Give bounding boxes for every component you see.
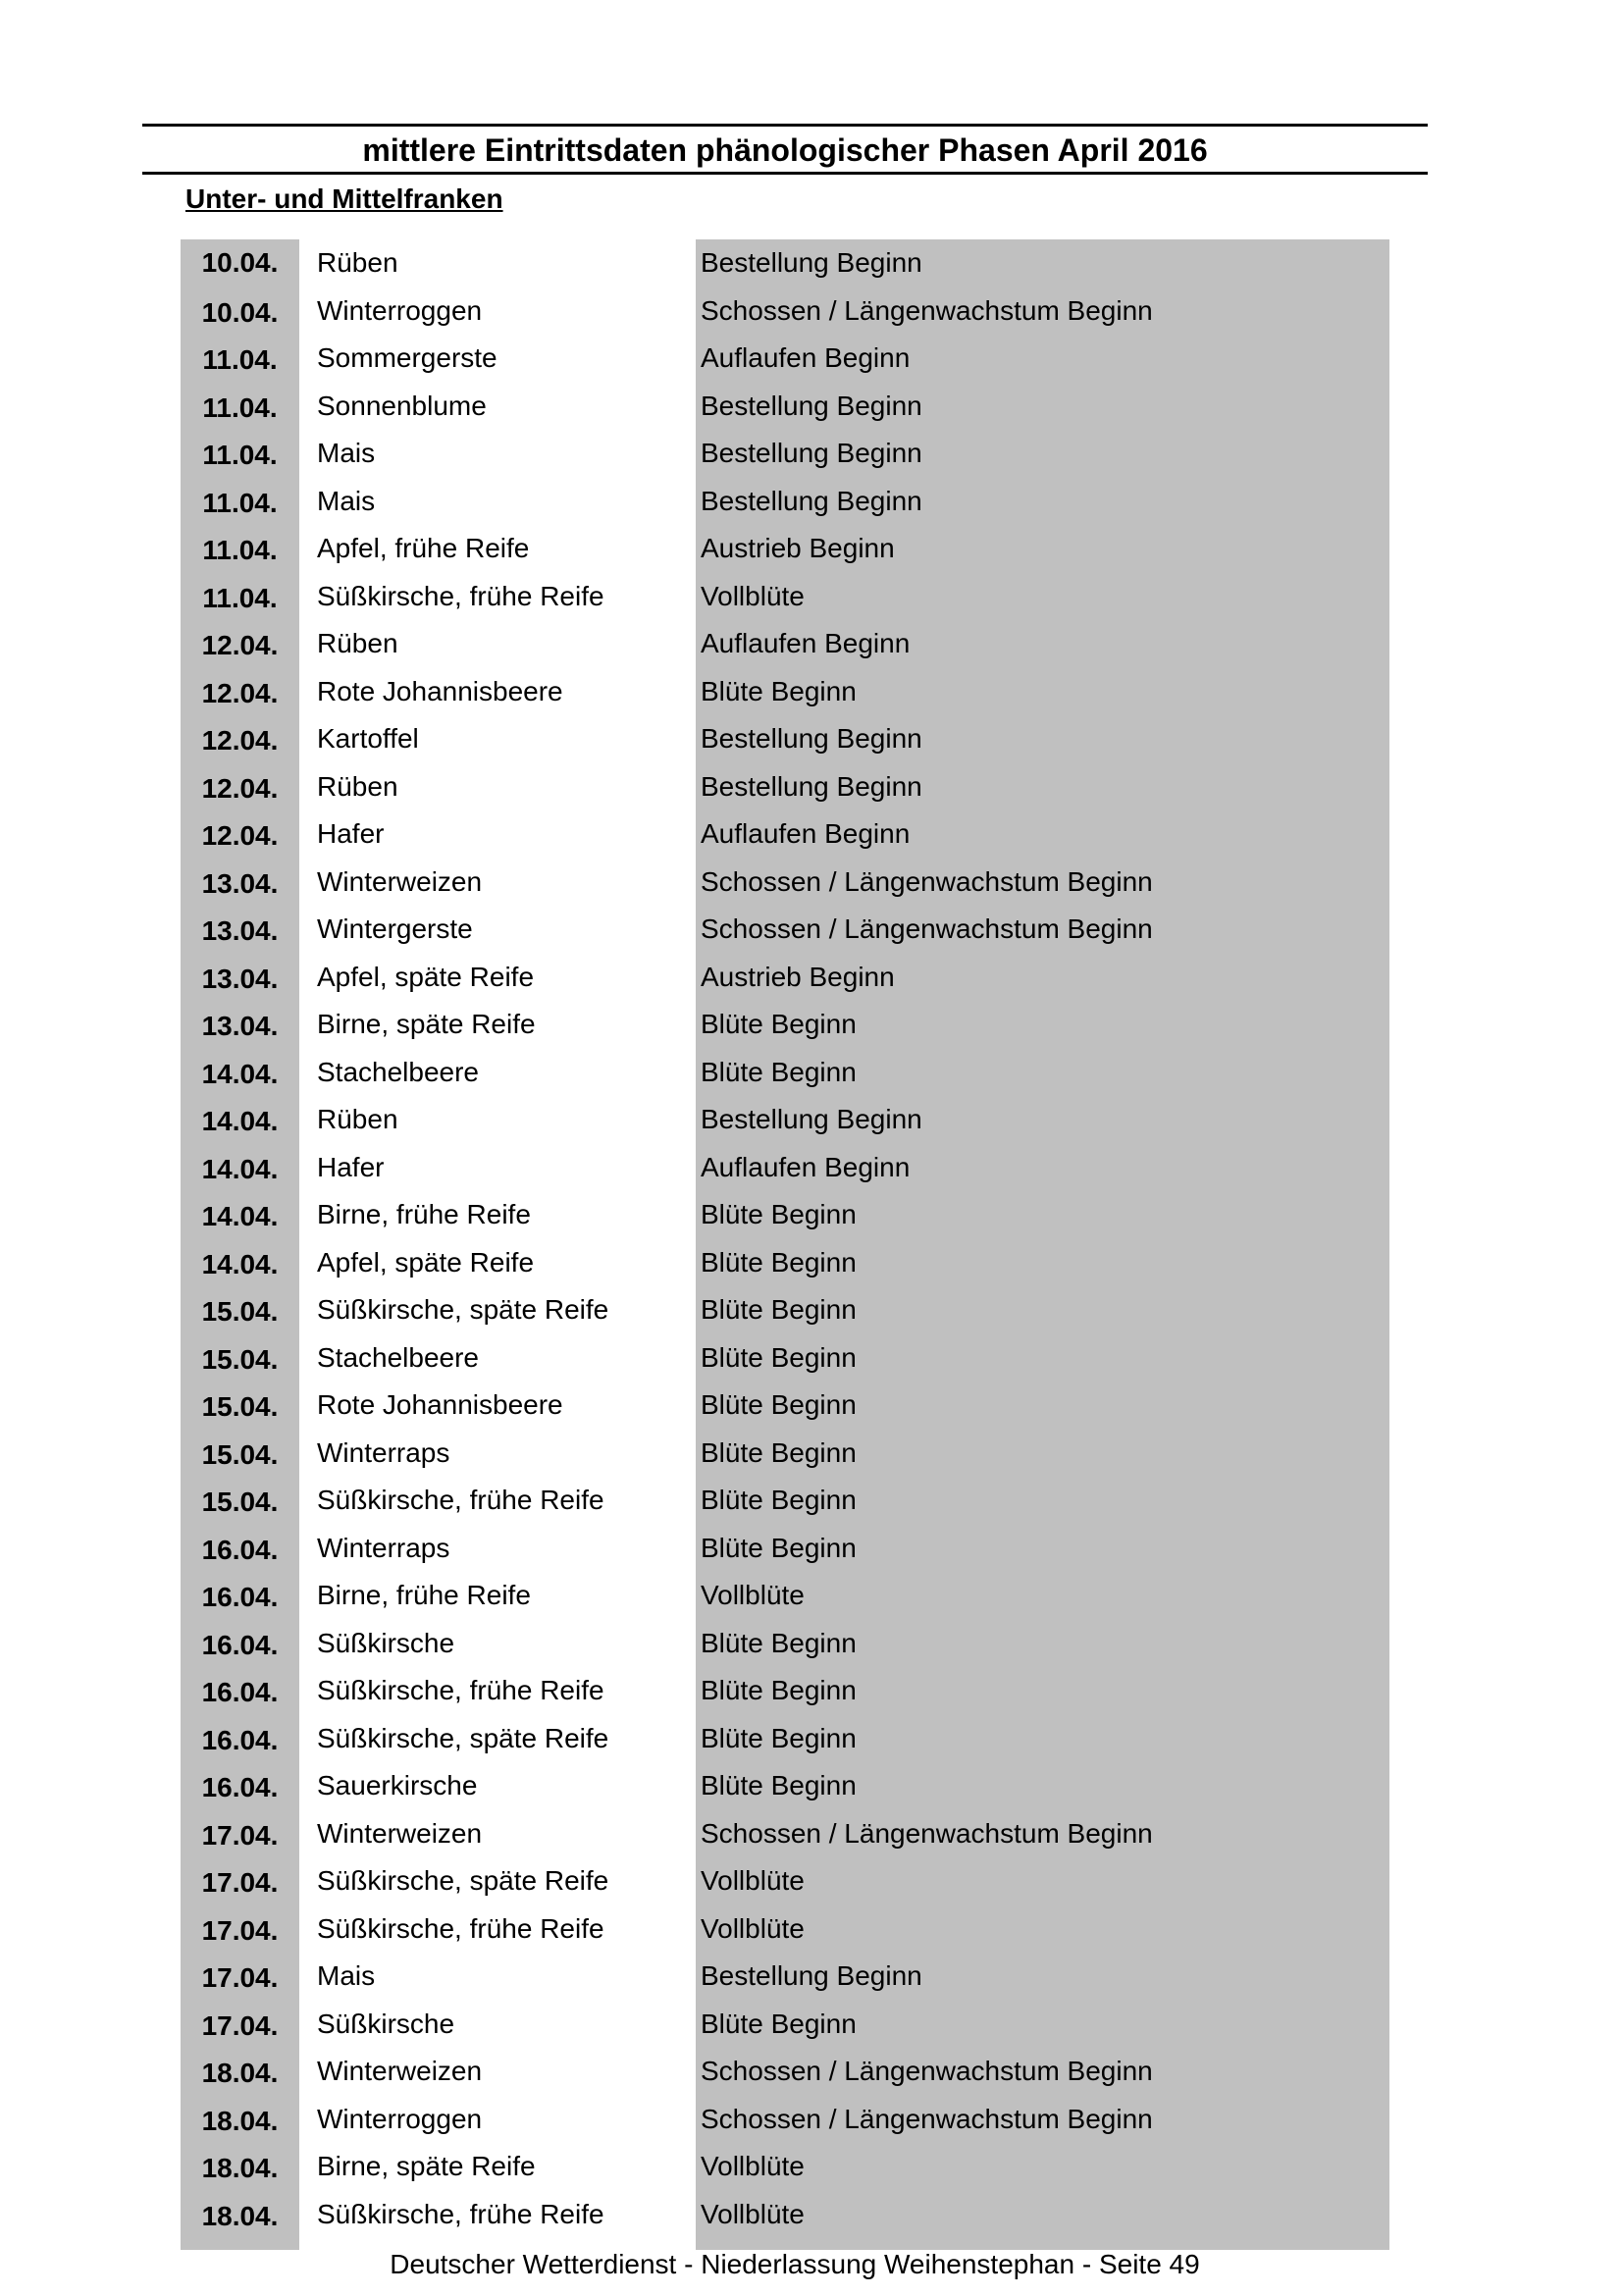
table-row	[181, 383, 1407, 431]
phase-cell: Blüte Beginn	[696, 1477, 1389, 1525]
plant-cell: Hafer	[299, 810, 696, 859]
date-cell: 16.04.	[181, 1620, 299, 1668]
phase-cell: Bestellung Beginn	[696, 763, 1389, 811]
plant-cell: Birne, späte Reife	[299, 1001, 696, 1049]
phase-cell: Auflaufen Beginn	[696, 1144, 1389, 1192]
phase-cell: Blüte Beginn	[696, 1667, 1389, 1715]
table-row	[181, 1953, 1407, 2001]
date-cell: 10.04.	[181, 239, 299, 287]
table-row	[181, 810, 1407, 859]
table-row	[181, 906, 1407, 954]
table-row	[181, 1049, 1407, 1097]
date-cell: 17.04.	[181, 1953, 299, 2001]
plant-cell: Süßkirsche, späte Reife	[299, 1857, 696, 1905]
table-row	[181, 2001, 1407, 2049]
phase-cell: Blüte Beginn	[696, 1525, 1389, 1573]
phase-cell: Blüte Beginn	[696, 1191, 1389, 1239]
date-cell: 14.04.	[181, 1191, 299, 1239]
table-row	[181, 1191, 1407, 1239]
plant-cell: Winterraps	[299, 1525, 696, 1573]
table-row	[181, 1001, 1407, 1049]
phase-cell: Bestellung Beginn	[696, 1096, 1389, 1144]
plant-cell: Rote Johannisbeere	[299, 668, 696, 716]
phase-cell: Vollblüte	[696, 1572, 1389, 1620]
table-row	[181, 715, 1407, 763]
plant-cell: Rüben	[299, 763, 696, 811]
plant-cell: Kartoffel	[299, 715, 696, 763]
phase-cell: Blüte Beginn	[696, 1762, 1389, 1810]
plant-cell: Birne, frühe Reife	[299, 1572, 696, 1620]
table-row	[181, 2096, 1407, 2144]
phase-cell: Schossen / Längenwachstum Beginn	[696, 2096, 1389, 2144]
phase-cell: Blüte Beginn	[696, 1620, 1389, 1668]
date-cell: 11.04.	[181, 383, 299, 431]
table-row	[181, 954, 1407, 1002]
phase-cell: Blüte Beginn	[696, 2001, 1389, 2049]
table-row	[181, 2048, 1407, 2096]
phase-cell: Austrieb Beginn	[696, 954, 1389, 1002]
date-cell: 15.04.	[181, 1477, 299, 1525]
plant-cell: Süßkirsche, frühe Reife	[299, 573, 696, 621]
table-row	[181, 525, 1407, 573]
phase-cell: Bestellung Beginn	[696, 430, 1389, 478]
table-row	[181, 1857, 1407, 1905]
plant-cell: Mais	[299, 1953, 696, 2001]
plant-cell: Winterweizen	[299, 859, 696, 907]
date-cell: 13.04.	[181, 906, 299, 954]
phase-cell: Auflaufen Beginn	[696, 335, 1389, 383]
table-row	[181, 2191, 1407, 2239]
plant-cell: Süßkirsche	[299, 2001, 696, 2049]
table-row	[181, 2143, 1407, 2191]
date-cell: 16.04.	[181, 1762, 299, 1810]
table-row	[181, 1905, 1407, 1954]
plant-cell: Winterweizen	[299, 1810, 696, 1858]
table-row	[181, 1096, 1407, 1144]
date-cell: 12.04.	[181, 620, 299, 668]
phase-cell: Schossen / Längenwachstum Beginn	[696, 906, 1389, 954]
date-cell: 13.04.	[181, 859, 299, 907]
plant-cell: Rüben	[299, 620, 696, 668]
table-row	[181, 573, 1407, 621]
table-row	[181, 763, 1407, 811]
phase-cell: Vollblüte	[696, 2143, 1389, 2191]
date-cell: 14.04.	[181, 1239, 299, 1287]
phase-cell: Schossen / Längenwachstum Beginn	[696, 2048, 1389, 2096]
phase-cell: Schossen / Längenwachstum Beginn	[696, 1810, 1389, 1858]
date-cell: 12.04.	[181, 668, 299, 716]
date-cell: 11.04.	[181, 335, 299, 383]
date-cell: 12.04.	[181, 715, 299, 763]
phase-cell: Blüte Beginn	[696, 1382, 1389, 1430]
table-row	[181, 1525, 1407, 1573]
date-cell: 15.04.	[181, 1382, 299, 1430]
date-cell: 17.04.	[181, 2001, 299, 2049]
phase-cell: Blüte Beginn	[696, 1001, 1389, 1049]
date-cell: 15.04.	[181, 1430, 299, 1478]
plant-cell: Süßkirsche, frühe Reife	[299, 1477, 696, 1525]
date-cell: 12.04.	[181, 810, 299, 859]
phase-cell: Auflaufen Beginn	[696, 810, 1389, 859]
date-cell: 14.04.	[181, 1096, 299, 1144]
table-row	[181, 620, 1407, 668]
phase-cell: Blüte Beginn	[696, 1715, 1389, 1763]
plant-cell: Apfel, späte Reife	[299, 954, 696, 1002]
table-row	[181, 1334, 1407, 1383]
plant-cell: Apfel, frühe Reife	[299, 525, 696, 573]
region-heading: Unter- und Mittelfranken	[185, 183, 503, 214]
date-cell: 10.04.	[181, 287, 299, 336]
phase-cell: Bestellung Beginn	[696, 715, 1389, 763]
phase-cell: Blüte Beginn	[696, 1286, 1389, 1334]
plant-cell: Winterroggen	[299, 2096, 696, 2144]
phase-cell: Schossen / Längenwachstum Beginn	[696, 859, 1389, 907]
table-row	[181, 430, 1407, 478]
plant-cell: Stachelbeere	[299, 1049, 696, 1097]
date-cell: 11.04.	[181, 478, 299, 526]
plant-cell: Süßkirsche, frühe Reife	[299, 1667, 696, 1715]
date-cell: 14.04.	[181, 1144, 299, 1192]
plant-cell: Süßkirsche, späte Reife	[299, 1715, 696, 1763]
page-footer: Deutscher Wetterdienst - Niederlassung Weihenstephan - Seite 49	[390, 2249, 1200, 2279]
table-row	[181, 1667, 1407, 1715]
plant-cell: Winterroggen	[299, 287, 696, 336]
plant-cell: Rote Johannisbeere	[299, 1382, 696, 1430]
plant-cell: Stachelbeere	[299, 1334, 696, 1383]
title-rule-top	[142, 124, 1428, 127]
phase-cell: Bestellung Beginn	[696, 1953, 1389, 2001]
phase-cell: Austrieb Beginn	[696, 525, 1389, 573]
phase-cell: Bestellung Beginn	[696, 383, 1389, 431]
table-row	[181, 287, 1407, 336]
date-cell: 18.04.	[181, 2143, 299, 2191]
plant-cell: Birne, späte Reife	[299, 2143, 696, 2191]
table-row	[181, 335, 1407, 383]
plant-cell: Süßkirsche, frühe Reife	[299, 1905, 696, 1954]
date-cell: 16.04.	[181, 1667, 299, 1715]
phase-cell: Bestellung Beginn	[696, 478, 1389, 526]
plant-cell: Mais	[299, 430, 696, 478]
plant-cell: Rüben	[299, 239, 696, 287]
table-row	[181, 1286, 1407, 1334]
title-rule-bottom	[142, 172, 1428, 175]
date-cell: 11.04.	[181, 525, 299, 573]
table-row	[181, 1762, 1407, 1810]
table-row	[181, 1144, 1407, 1192]
date-cell: 16.04.	[181, 1715, 299, 1763]
table-row	[181, 478, 1407, 526]
plant-cell: Mais	[299, 478, 696, 526]
date-cell: 18.04.	[181, 2096, 299, 2144]
date-cell: 18.04.	[181, 2048, 299, 2096]
date-cell: 18.04.	[181, 2191, 299, 2239]
date-cell: 13.04.	[181, 1001, 299, 1049]
plant-cell: Wintergerste	[299, 906, 696, 954]
date-cell: 15.04.	[181, 1334, 299, 1383]
plant-cell: Hafer	[299, 1144, 696, 1192]
date-cell: 16.04.	[181, 1525, 299, 1573]
phase-cell: Blüte Beginn	[696, 668, 1389, 716]
date-cell: 15.04.	[181, 1286, 299, 1334]
date-cell: 17.04.	[181, 1810, 299, 1858]
table-row	[181, 1810, 1407, 1858]
phase-cell: Blüte Beginn	[696, 1430, 1389, 1478]
date-cell: 14.04.	[181, 1049, 299, 1097]
date-cell: 16.04.	[181, 1572, 299, 1620]
table-row	[181, 1477, 1407, 1525]
phase-cell: Vollblüte	[696, 1857, 1389, 1905]
plant-cell: Süßkirsche, frühe Reife	[299, 2191, 696, 2239]
phase-cell: Schossen / Längenwachstum Beginn	[696, 287, 1389, 336]
date-cell: 17.04.	[181, 1857, 299, 1905]
plant-cell: Birne, frühe Reife	[299, 1191, 696, 1239]
table-row	[181, 239, 1407, 287]
plant-cell: Rüben	[299, 1096, 696, 1144]
table-row	[181, 1620, 1407, 1668]
date-cell: 11.04.	[181, 430, 299, 478]
phase-cell: Blüte Beginn	[696, 1049, 1389, 1097]
table-row	[181, 1239, 1407, 1287]
plant-cell: Sommergerste	[299, 335, 696, 383]
table-row	[181, 1572, 1407, 1620]
plant-cell: Winterweizen	[299, 2048, 696, 2096]
table-row	[181, 859, 1407, 907]
date-cell: 12.04.	[181, 763, 299, 811]
plant-cell: Apfel, späte Reife	[299, 1239, 696, 1287]
date-cell: 13.04.	[181, 954, 299, 1002]
date-cell: 11.04.	[181, 573, 299, 621]
page-title: mittlere Eintrittsdaten phänologischer Phasen April 2016	[362, 132, 1208, 168]
plant-cell: Süßkirsche	[299, 1620, 696, 1668]
phase-cell: Bestellung Beginn	[696, 239, 1389, 287]
phenology-table	[181, 239, 1407, 2250]
phase-cell: Vollblüte	[696, 1905, 1389, 1954]
table-row	[181, 668, 1407, 716]
phase-cell: Vollblüte	[696, 2191, 1389, 2239]
table-row	[181, 1382, 1407, 1430]
plant-cell: Sonnenblume	[299, 383, 696, 431]
phase-cell: Blüte Beginn	[696, 1239, 1389, 1287]
phase-cell: Vollblüte	[696, 573, 1389, 621]
phase-cell: Blüte Beginn	[696, 1334, 1389, 1383]
plant-cell: Winterraps	[299, 1430, 696, 1478]
plant-cell: Süßkirsche, späte Reife	[299, 1286, 696, 1334]
table-row	[181, 1430, 1407, 1478]
plant-cell: Sauerkirsche	[299, 1762, 696, 1810]
date-cell: 17.04.	[181, 1905, 299, 1954]
table-row	[181, 1715, 1407, 1763]
phase-cell: Auflaufen Beginn	[696, 620, 1389, 668]
